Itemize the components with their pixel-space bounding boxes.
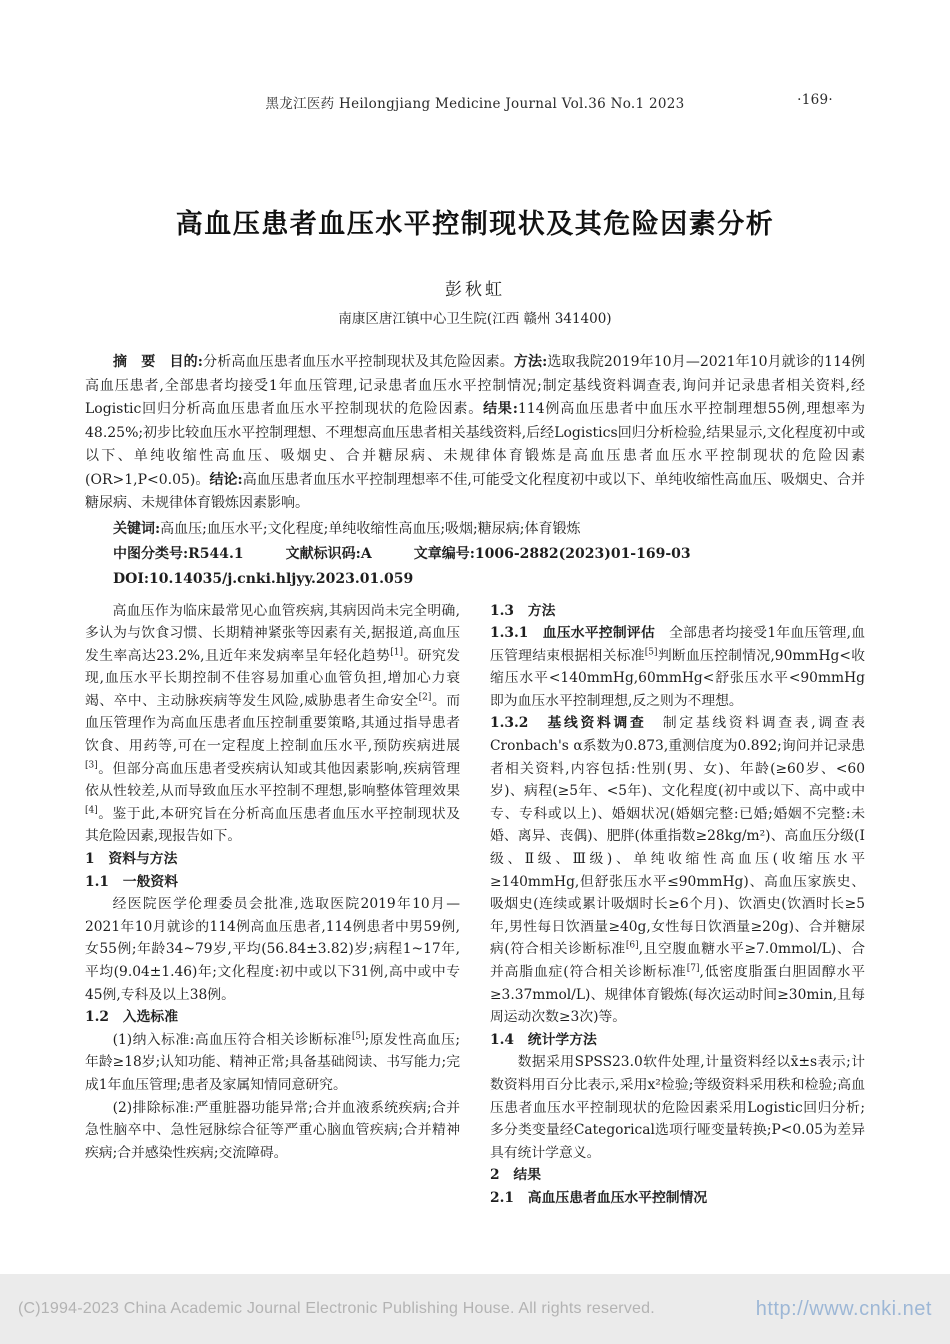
body-paragraph: 1.3.2 基线资料调查 制定基线资料调查表,调查表Cronbach's α系数为0.873,重测信度为0.892;询问并记录患者相关资料,内容包括:性别(男、女)、年龄(≥60岁、<60岁)、病程(≥5年、<5年)、文化程度(初中或以下、高中或中专、专科或以上)、婚姻状况(婚姻完整:已婚;婚姻不完整:未婚、离异、丧偶)、肥胖(体重指数≥28kg/m²)、高血压分级(Ⅰ级、Ⅱ级、Ⅲ级)、单纯收缩性高血压(收缩压水平≥140mmHg,但舒张压水平≤90mmHg)、高血压家族史、吸烟史(连续或累计吸烟时长≥6个月)、饮酒史(饮酒时长≥5年,男性每日饮酒量≥40g,女性每日饮酒量≥20g)、合并糖尿病(符合相关诊断标准[6],且空腹血糖水平≥7.0mmol/L)、合并高脂血症(符合相关诊断标准[7],低密度脂蛋白胆固醇水平≥3.37mmol/L)、规律体育锻炼(每次运动时间≥30min,且每周运动次数≥3次)等。 <box>490 715 866 1026</box>
reference-marker: [5] <box>644 647 658 658</box>
section-heading: 1.3 方法 <box>490 602 556 619</box>
bold-label: 1006-2882(2023)01-169-03 <box>474 545 691 562</box>
bold-label: 结果: <box>483 401 518 417</box>
reference-marker: [3] <box>85 760 98 771</box>
text-run: 高血压;血压水平;文化程度;单纯收缩性高血压;吸烟;糖尿病;体育锻炼 <box>160 520 581 537</box>
bold-label: 目的: <box>169 354 203 370</box>
body-paragraph: (1)纳入标准:高血压符合相关诊断标准[5];原发性高血压;年龄≥18岁;认知功能、精神正常;具备基础阅读、书写能力;完成1年血压管理;患者及家属知情同意研究。 <box>85 1031 460 1093</box>
section-heading: 1.4 统计学方法 <box>490 1031 597 1048</box>
footer <box>0 1274 950 1344</box>
cnki-url[interactable]: http://www.cnki.net <box>755 1297 932 1320</box>
author-affiliation: 南康区唐江镇中心卫生院(江西 赣州 341400) <box>338 311 612 327</box>
text-run: 114例高血压患者中血压水平控制理想55例,理想率为48.25%;初步比较血压水平控制理想、不理想高血压患者相关基线资料,后经Logistics回归分析检验,结果显示,文化程度初中或以下、单纯收缩性高血压、吸烟史、合并糖尿病、未规律体育锻炼是高血压患者血压水平控制现状的危险因素(OR>1,P<0.05)。 <box>85 401 865 488</box>
section-heading: 1.1 一般资料 <box>85 873 178 890</box>
reference-marker: [6] <box>625 940 639 951</box>
text-run: 分析高血压患者血压水平控制现状及其危险因素。 <box>202 354 514 370</box>
page-number: ·169· <box>797 92 833 108</box>
two-column-body <box>85 600 865 1210</box>
classification-line <box>85 542 865 566</box>
run-in-heading: 1.3.2 基线资料调查 <box>490 715 663 732</box>
right-column <box>490 600 865 1210</box>
body-paragraph: 高血压作为临床最常见心血管疾病,其病因尚未完全明确,多认为与饮食习惯、长期精神紧张等因素有关,据报道,高血压发生率高达23.2%,且近年来发病率呈年轻化趋势[1]。研究发现,血压水平长期控制不佳容易加重心血管负担,增加心力衰竭、卒中、主动脉疾病等发生风险,威胁患者生命安全[2]。而血压管理作为高血压患者血压控制重要策略,其通过指导患者饮食、用药等,可在一定程度上控制血压水平,预防疾病进展[3]。但部分高血压患者受疾病认知或其他因素影响,疾病管理依从性较差,从而导致血压水平控制不理想,影响整体管理效果[4]。鉴于此,本研究旨在分析高血压患者血压水平控制现状及其危险因素,现报告如下。 <box>85 602 460 845</box>
bold-label: A <box>360 545 414 562</box>
left-column <box>85 600 460 1210</box>
running-head <box>85 92 865 112</box>
reference-marker: [1] <box>390 647 403 658</box>
bold-label: DOI:10.14035/j.cnki.hljyy.2023.01.059 <box>113 570 414 587</box>
doi-line <box>85 567 865 591</box>
text-run: 选取我院2019年10月—2021年10月就诊的114例高血压患者,全部患者均接受1年血压管理,记录患者血压水平控制情况;制定基线资料调查表,询问并记录患者相关资料,经Logistic回归分析高血压患者血压水平控制现状的危险因素。 <box>85 354 866 417</box>
section-heading: 1.2 入选标准 <box>85 1009 178 1026</box>
abstract-paragraph <box>85 351 865 516</box>
body-paragraph: (2)排除标准:严重脏器功能异常;合并血液系统疾病;合并急性脑卒中、急性冠脉综合征等严重心脑血管疾病;合并精神疾病;合并感染性疾病;交流障碍。 <box>85 1099 460 1161</box>
body-paragraph: 1.3.1 血压水平控制评估 全部患者均接受1年血压管理,血压管理结束根据相关标准[5]判断血压控制情况,90mmHg<收缩压水平<140mmHg,60mmHg<舒张压水平<90mmHg即为血压水平控制理想,反之则为不理想。 <box>490 625 866 709</box>
bold-label: 方法: <box>513 354 548 370</box>
bold-label: 结论: <box>209 471 243 488</box>
body-paragraph: 数据采用SPSS23.0软件处理,计量资料经以x̄±s表示;计数资料用百分比表示,采用x²检验;等级资料采用秩和检验;高血压患者血压水平控制现状的危险因素采用Logistic回归分析;多分类变量经Categorical选项行哑变量转换;P<0.05为差异具有统计学意义。 <box>490 1054 865 1161</box>
section-heading: 2 结果 <box>490 1167 541 1184</box>
reference-marker: [5] <box>351 1031 365 1042</box>
body-paragraph: 经医院医学伦理委员会批准,选取医院2019年10月—2021年10月就诊的114例高血压患者,114例患者中男59例,女55例;年龄34~79岁,平均(56.84±3.82)岁;病程1~17年,平均(9.04±1.46)年;文化程度:初中或以下31例,高中或中专45例,专科及以上38例。 <box>85 896 460 1003</box>
bold-label: 文献标识码: <box>285 545 361 562</box>
section-heading: 1 资料与方法 <box>85 851 178 868</box>
section-heading: 2.1 高血压患者血压水平控制情况 <box>490 1189 708 1206</box>
author-name: 彭秋虹 <box>445 280 505 300</box>
bold-label: 摘 要 <box>113 354 170 370</box>
page-content <box>0 92 950 1210</box>
bold-label: R544.1 <box>188 545 286 562</box>
run-in-heading: 1.3.1 血压水平控制评估 <box>490 625 670 642</box>
reference-marker: [4] <box>85 805 98 816</box>
bold-label: 中图分类号: <box>113 545 189 562</box>
reference-marker: [7] <box>686 963 700 974</box>
reference-marker: [2] <box>418 692 432 703</box>
keywords-line <box>85 517 865 541</box>
journal-line: 黑龙江医药 Heilongjiang Medicine Journal Vol.36 No.1 2023 <box>265 96 685 112</box>
bold-label: 关键词: <box>113 520 161 537</box>
bold-label: 文章编号: <box>413 545 475 562</box>
article-title: 高血压患者血压水平控制现状及其危险因素分析 <box>175 209 775 240</box>
text-run: 高血压患者血压水平控制理想率不佳,可能受文化程度初中或以下、单纯收缩性高血压、吸烟史、合并糖尿病、未规律体育锻炼因素影响。 <box>85 471 866 511</box>
copyright-text: (C)1994-2023 China Academic Journal Electronic Publishing House. All rights reserved. <box>18 1300 655 1317</box>
